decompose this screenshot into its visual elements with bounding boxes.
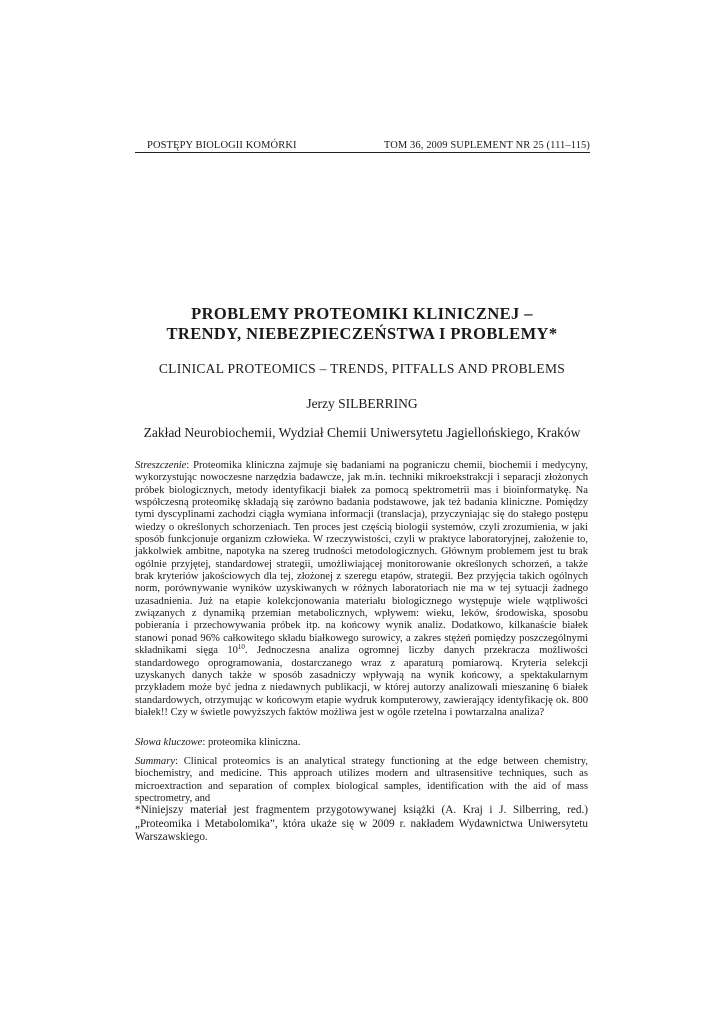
title-polish-line2: TRENDY, NIEBEZPIECZEŃSTWA I PROBLEMY* — [166, 324, 558, 343]
keywords-label: Słowa kluczowe — [135, 737, 203, 748]
abstract-paragraph — [135, 460, 588, 719]
abstract-exponent: 10 — [237, 643, 245, 652]
abstract-text-continued: . Jednoczesna analiza ogromnej liczby danych przekracza możliwości standardowego oprogramowania, dostarczanego wraz z aparaturą pomiarową. Kryteria selekcji uzyskanych danych także w sposób zasadniczy wpływają na wynik końcowy, a spektakularnym przykładem może być jedna z niedawnych publikacji, w której autorzy analizowali mieszaninę 6 białek standardowych, otrzymując w końcowym etapie wydruk komputerowy, zawierający identyfikację ok. 800 białek!! Czy w świetle powyższych faktów możliwa jest w ogóle rzetelna i powtarzalna analiza? — [135, 645, 588, 718]
summary-label: Summary — [135, 756, 176, 767]
keywords-paragraph — [135, 737, 588, 749]
keywords-text: : proteomika kliniczna. — [202, 737, 301, 748]
journal-name: POSTĘPY BIOLOGII KOMÓRKI — [147, 140, 297, 151]
affiliation: Zakład Neurobiochemii, Wydział Chemii Uniwersytetu Jagiellońskiego, Kraków — [143, 425, 581, 440]
summary-paragraph — [135, 756, 588, 805]
abstract-text: : Proteomika kliniczna zajmuje się badaniami na pograniczu chemii, biochemii i medycyny, wykorzystując nowoczesne narzędzia badawcze, jak m.in. techniki mikroekstrakcji i separacji złożonych próbek biologicznych, metody identyfikacji białek za pomocą spektrometrii mas i bioinformatykę. Na współczesną proteomikę składają się zarówno badania podstawowe, jak też badania kliniczne. Pomiędzy tymi dyscyplinami zachodzi ciągła wymiana informacji (translacja), przyczyniając się do stałego postępu wiedzy o określonych schorzeniach. Ten proces jest częścią biologii systemów, czyli zrozumienia, w jaki sposób funkcjonuje organizm człowieka. W rzeczywistości, czyli w praktyce laboratoryjnej, założenie to, jakkolwiek ambitne, napotyka na szereg trudności metodologicznych. Głównym problemem jest tu brak ogólnie przyjętej, standardowej strategii, umożliwiającej monitorowanie określonych schorzeń, a także brak kryteriów jakościowych dla tej, złożonej z szeregu etapów, strategii. Bez przyjęcia takich ogólnych norm, porównywanie wyników uzyskiwanych w różnych laboratoriach nie ma w tej sytuacji żadnego uzasadnienia. Już na etapie kolekcjonowania materiału biologicznego występuje wiele wątpliwości związanych z dynamiką przemian metabolicznych, wpływem: wieku, leków, środowiska, sposobu pobierania i przechowywania próbek itp. na końcowy wynik analiz. Dodatkowo, kilkanaście białek stanowi ponad 96% całkowitego składu białkowego surowicy, a zakres stężeń pomiędzy poszczególnymi składnikami sięga 10 — [135, 460, 588, 657]
author-name: Jerzy SILBERRING — [306, 396, 418, 411]
running-header — [135, 140, 590, 153]
footnote: *Niniejszy materiał jest fragmentem przygotowywanej książki (A. Kraj i J. Silberring, red.) „Proteomika i Metabolomika”, która ukaże się w 2009 r. nakładem Wydawnictwa Uniwersytetu Warszawskiego. — [135, 804, 588, 843]
issue-info: TOM 36, 2009 SUPLEMENT NR 25 (111–115) — [383, 140, 590, 151]
summary-text: : Clinical proteomics is an analytical strategy functioning at the edge between chemistry, biochemistry, and medicine. This approach utilizes modern and ultrasensitive techniques, such as microextraction and separation of complex biological samples, identification with the aid of mass spectrometry, and — [135, 756, 588, 805]
title-polish-line1: PROBLEMY PROTEOMIKI KLINICZNEJ – — [191, 304, 533, 323]
abstract-label: Streszczenie — [135, 460, 187, 471]
title-english: CLINICAL PROTEOMICS – TRENDS, PITFALLS AND PROBLEMS — [158, 361, 566, 376]
